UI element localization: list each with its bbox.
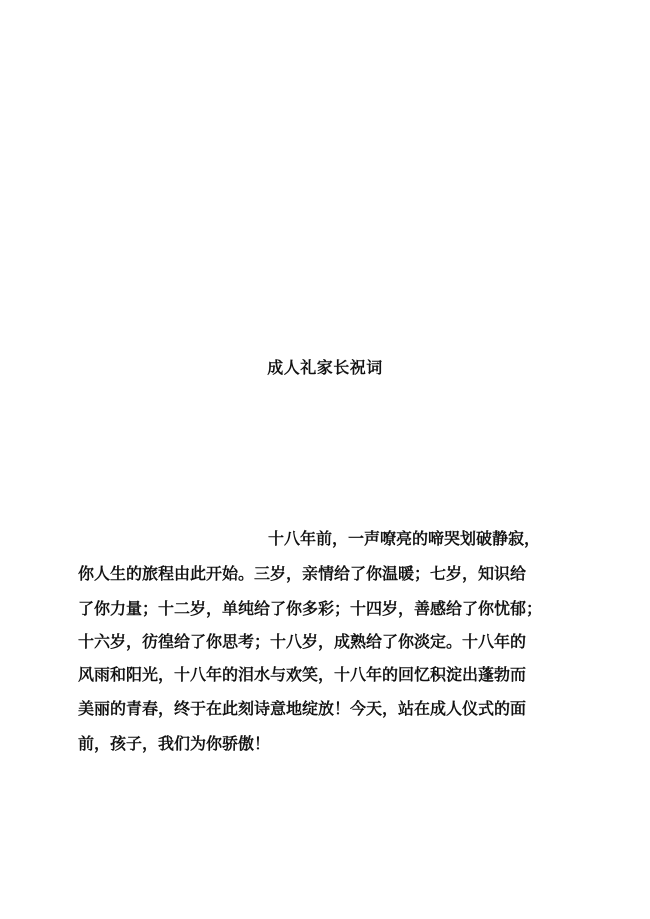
paragraph-line: 你人生的旅程由此开始。三岁，亲情给了你温暖；七岁，知识给 bbox=[78, 564, 527, 583]
document-title: 成人礼家长祝词 bbox=[267, 358, 383, 377]
paragraph-line: 风雨和阳光，十八年的泪水与欢笑，十八年的回忆积淀出蓬勃而 bbox=[78, 665, 527, 684]
paragraph-line: 十六岁，彷徨给了你思考；十八岁，成熟给了你淡定。十八年的 bbox=[78, 632, 527, 651]
paragraph-line: 美丽的青春，终于在此刻诗意地绽放！今天，站在成人仪式的面 bbox=[78, 699, 527, 718]
paragraph-line: 前，孩子，我们为你骄傲！ bbox=[78, 734, 271, 753]
paragraph-line: 了你力量；十二岁，单纯给了你多彩；十四岁，善感给了你忧郁； bbox=[78, 599, 543, 618]
paragraph-line: 十八年前，一声嘹亮的啼哭划破静寂， bbox=[268, 529, 541, 548]
